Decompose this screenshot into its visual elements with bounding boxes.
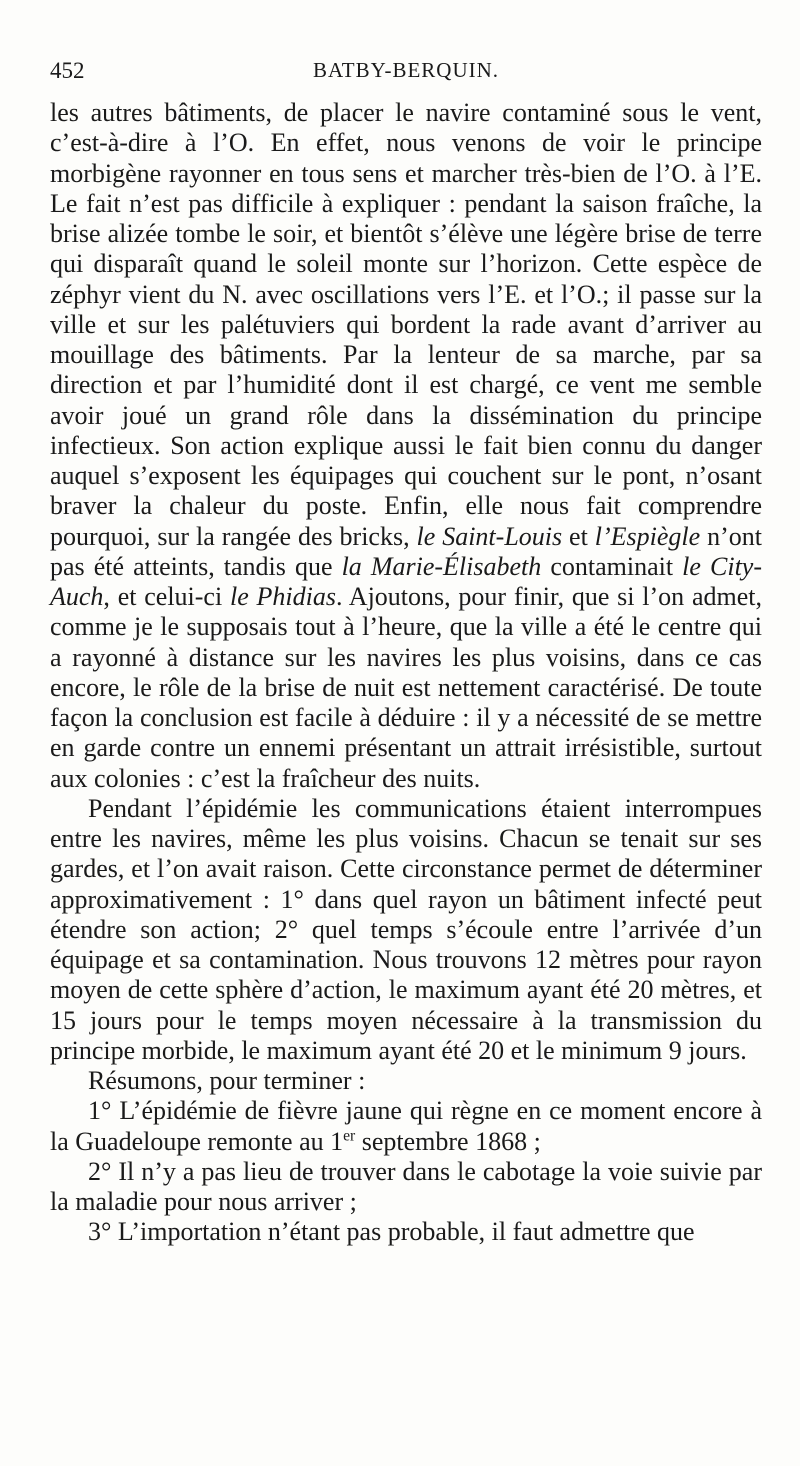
italic-text: l’Espiègle	[594, 521, 701, 551]
text-run: contaminait	[541, 551, 683, 581]
superscript-text: er	[343, 1126, 356, 1144]
italic-text: la Marie-Élisabeth	[341, 551, 542, 581]
text-run: 2° Il n’y a pas lieu de trouver dans le cabotage la voie suivie par la maladie pour nous arriver ;	[50, 1156, 762, 1216]
paragraph	[50, 1066, 762, 1096]
body-text	[50, 98, 762, 1248]
text-run: . Ajoutons, pour finir, que si l’on admet, comme je le supposais tout à l’heure, que la ville a été le centre qui a rayonné à distance sur les navires les plus voisins, dans ce cas encore, le rôle de la brise de nuit est nettement caractérisé. De toute façon la conclusion est facile à déduire : il y a nécessité de se mettre en garde contre un ennemi présentant un attrait irrésistible, surtout aux colonies : c’est la fraîcheur des nuits.	[50, 582, 762, 793]
paragraph	[50, 794, 762, 1066]
paragraph	[50, 1157, 762, 1218]
text-run: les autres bâtiments, de placer le navire contaminé sous le vent, c’est-à-dire à l’O. En effet, nous venons de voir le principe morbigène rayonner en tous sens et marcher très-bien de l’O. à l’E. Le fait n’est pas difficile à expliquer : pendant la saison fraîche, la brise alizée tombe le soir, et bientôt s’élève une légère brise de terre qui disparaît quand le soleil monte sur l’horizon. Cette espèce de zéphyr vient du N. avec oscillations vers l’E. et l’O.; il passe sur la ville et sur les palétuviers qui bordent la rade avant d’arriver au mouillage des bâtiments. Par la lenteur de sa marche, par sa direction et par l’humidité dont il est chargé, ce vent me semble avoir joué un grand rôle dans la dissémination du principe infectieux. Son action explique aussi le fait bien connu du danger auquel s’exposent les équipages qui couchent sur le pont, n’osant braver la chaleur du poste. Enfin, elle nous fait comprendre pourquoi, sur la rangée des bricks,	[50, 98, 762, 551]
italic-text: le City-Auch	[50, 551, 762, 611]
text-run: septembre 1868 ;	[355, 1126, 541, 1156]
text-run: n’ont pas été atteints, tandis que	[50, 521, 763, 581]
italic-text: le Phidias	[229, 582, 336, 611]
paragraph	[50, 1096, 762, 1157]
text-run: et	[562, 521, 595, 551]
text-run: , et celui-ci	[103, 582, 230, 611]
paragraph	[50, 1217, 762, 1247]
page-header	[50, 58, 762, 90]
text-run: 1° L’épidémie de fièvre jaune qui règne en ce moment encore à la Guadeloupe remonte au 1	[50, 1096, 762, 1156]
text-run: Pendant l’épidémie les communications étaient interrompues entre les navires, même les plus voisins. Chacun se tenait sur ses gardes, et l’on avait raison. Cette circonstance permet de déterminer approximativement : 1° dans quel rayon un bâtiment infecté peut étendre son action; 2° quel temps s’écoule entre l’arrivée d’un équipage et sa contamination. Nous trouvons 12 mètres pour rayon moyen de cette sphère d’action, le maximum ayant été 20 mètres, et 15 jours pour le temps moyen nécessaire à la transmission du principe morbide, le maximum ayant été 20 et le minimum 9 jours.	[50, 793, 762, 1065]
paragraph	[50, 98, 762, 794]
running-head: BATBY-BERQUIN.	[312, 58, 500, 82]
text-run: Résumons, pour terminer :	[88, 1066, 366, 1095]
italic-text: le Saint-Louis	[416, 521, 563, 551]
text-run: 3° L’importation n’étant pas probable, il faut admettre que	[88, 1217, 695, 1247]
page-number: 452	[50, 58, 85, 83]
